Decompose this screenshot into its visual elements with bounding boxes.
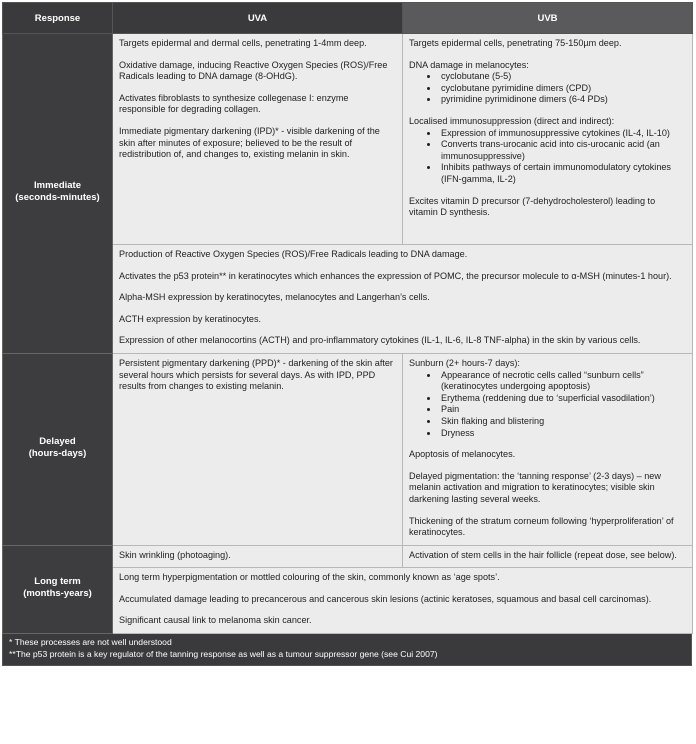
delayed-label: Delayed (hours-days) bbox=[28, 436, 87, 460]
list-item: • Converts trans-urocanic acid into cis-urocanic acid (an immunosuppressive) bbox=[439, 139, 686, 162]
header-uvb: UVB bbox=[403, 3, 693, 34]
longterm-uvb-cell bbox=[403, 545, 693, 568]
footnotes bbox=[2, 634, 692, 666]
longterm-uva-cell bbox=[113, 545, 403, 568]
longterm-both-item: Long term hyperpigmentation or mottled colouring of the skin, commonly known as ‘age spots’. bbox=[119, 572, 500, 583]
immediate-both-item: Production of Reactive Oxygen Species (ROS)/Free Radicals leading to DNA damage. bbox=[119, 249, 468, 259]
delayed-label-cell bbox=[3, 353, 113, 545]
immediate-uvb-item: DNA damage in melanocytes: bbox=[409, 59, 529, 70]
delayed-uvb-item: Sunburn (2+ hours-7 days): bbox=[409, 357, 520, 368]
delayed-uvb-cell bbox=[403, 353, 693, 545]
immediate-uva-item: Immediate pigmentary darkening (IPD)* - visible darkening of the skin after minutes of exposure; believed to be the result of redistribution of, and changes to, existing melanin in skin. bbox=[119, 125, 380, 160]
delayed-row bbox=[3, 353, 693, 545]
longterm-row bbox=[3, 545, 693, 568]
immediate-uva-item: Targets epidermal and dermal cells, penetrating 1-4mm deep. bbox=[119, 38, 367, 48]
list-item: • Pain bbox=[439, 404, 686, 416]
dna-damage-list bbox=[409, 71, 686, 106]
immediate-uva-item: Activates fibroblasts to synthesize collegenase I: enzyme responsible for degrading collagen. bbox=[119, 92, 349, 115]
footnote: * These processes are not well understood bbox=[9, 637, 172, 648]
immediate-uva-cell bbox=[113, 34, 403, 245]
list-item: • cyclobutane (5-5) bbox=[439, 71, 686, 83]
delayed-uvb-item: Delayed pigmentation: the ‘tanning response’ (2-3 days) – new melanin activation and migration to keratinocytes; visible skin darkening lasting several weeks. bbox=[409, 470, 661, 504]
list-item: • pyrimidine pyrimidinone dimers (6-4 PDs) bbox=[439, 94, 686, 106]
delayed-uvb-item: Apoptosis of melanocytes. bbox=[409, 449, 516, 460]
immediate-uvb-item: Localised immunosuppression (direct and indirect): bbox=[409, 115, 615, 126]
longterm-both-item: Significant causal link to melanoma skin cancer. bbox=[119, 615, 312, 626]
longterm-uva-item: Skin wrinkling (photoaging). bbox=[119, 549, 231, 560]
immediate-uvb-item: Targets epidermal cells, penetrating 75-150µm deep. bbox=[409, 38, 622, 48]
longterm-label-cell bbox=[3, 545, 113, 633]
longterm-uvb-item: Activation of stem cells in the hair follicle (repeat dose, see below). bbox=[409, 549, 677, 560]
immediate-uva-item: Oxidative damage, inducing Reactive Oxygen Species (ROS)/Free Radicals leading to DNA damage (8-OHdG). bbox=[119, 59, 388, 82]
header-response: Response bbox=[3, 3, 113, 34]
footnote: **The p53 protein is a key regulator of the tanning response as well as a tumour suppressor gene (see Cui 2007) bbox=[9, 648, 438, 659]
uv-response-table bbox=[2, 2, 693, 634]
list-item: • Inhibits pathways of certain immunomodulatory cytokines (IFN-gamma, IL-2) bbox=[439, 162, 686, 185]
immediate-uvb-cell bbox=[403, 34, 693, 245]
immediate-both-item: Alpha-MSH expression by keratinocytes, melanocytes and Langerhan’s cells. bbox=[119, 292, 430, 303]
immediate-row bbox=[3, 34, 693, 245]
longterm-label: Long term (months-years) bbox=[23, 576, 92, 600]
list-item: • Expression of immunosuppressive cytokines (IL-4, IL-10) bbox=[439, 128, 686, 140]
sunburn-list bbox=[409, 370, 686, 440]
header-uva: UVA bbox=[113, 3, 403, 34]
list-item: • Erythema (reddening due to ‘superficial vasodilation’) bbox=[439, 393, 686, 405]
immediate-uvb-item: Excites vitamin D precursor (7-dehydrocholesterol) leading to vitamin D synthesis. bbox=[409, 195, 656, 218]
immediate-both-item: ACTH expression by keratinocytes. bbox=[119, 313, 262, 324]
immediate-both-item: Expression of other melanocortins (ACTH) and pro-inflammatory cytokines (IL-1, IL-6, IL-8 TNF-alpha) in the skin by various cells. bbox=[119, 335, 641, 346]
delayed-uva-item: Persistent pigmentary darkening (PPD)* - darkening of the skin after several hours which persists for several days. As with IPD, PPD results from changes to existing melanin. bbox=[119, 357, 393, 392]
longterm-both-cell bbox=[113, 568, 693, 634]
header-row bbox=[3, 3, 693, 34]
immediate-both-item: Activates the p53 protein** in keratinocytes which enhances the expression of POMC, the precursor molecule to α-MSH (minutes-1 hour). bbox=[119, 270, 672, 281]
uv-response-table-container bbox=[2, 2, 692, 666]
immediate-label: Immediate (seconds-minutes) bbox=[15, 180, 100, 204]
immediate-label-cell bbox=[3, 34, 113, 354]
list-item: • Appearance of necrotic cells called “sunburn cells” (keratinocytes undergoing apoptosis) bbox=[439, 370, 686, 393]
immunosuppression-list bbox=[409, 128, 686, 186]
delayed-uvb-item: Thickening of the stratum corneum following ‘hyperproliferation’ of keratinocytes. bbox=[409, 515, 674, 538]
longterm-both-item: Accumulated damage leading to precancerous and cancerous skin lesions (actinic keratoses, squamous and basal cell carcinomas). bbox=[119, 593, 652, 604]
list-item: • cyclobutane pyrimidine dimers (CPD) bbox=[439, 83, 686, 95]
immediate-both-cell bbox=[113, 245, 693, 354]
delayed-uva-cell bbox=[113, 353, 403, 545]
list-item: • Dryness bbox=[439, 428, 686, 440]
list-item: • Skin flaking and blistering bbox=[439, 416, 686, 428]
